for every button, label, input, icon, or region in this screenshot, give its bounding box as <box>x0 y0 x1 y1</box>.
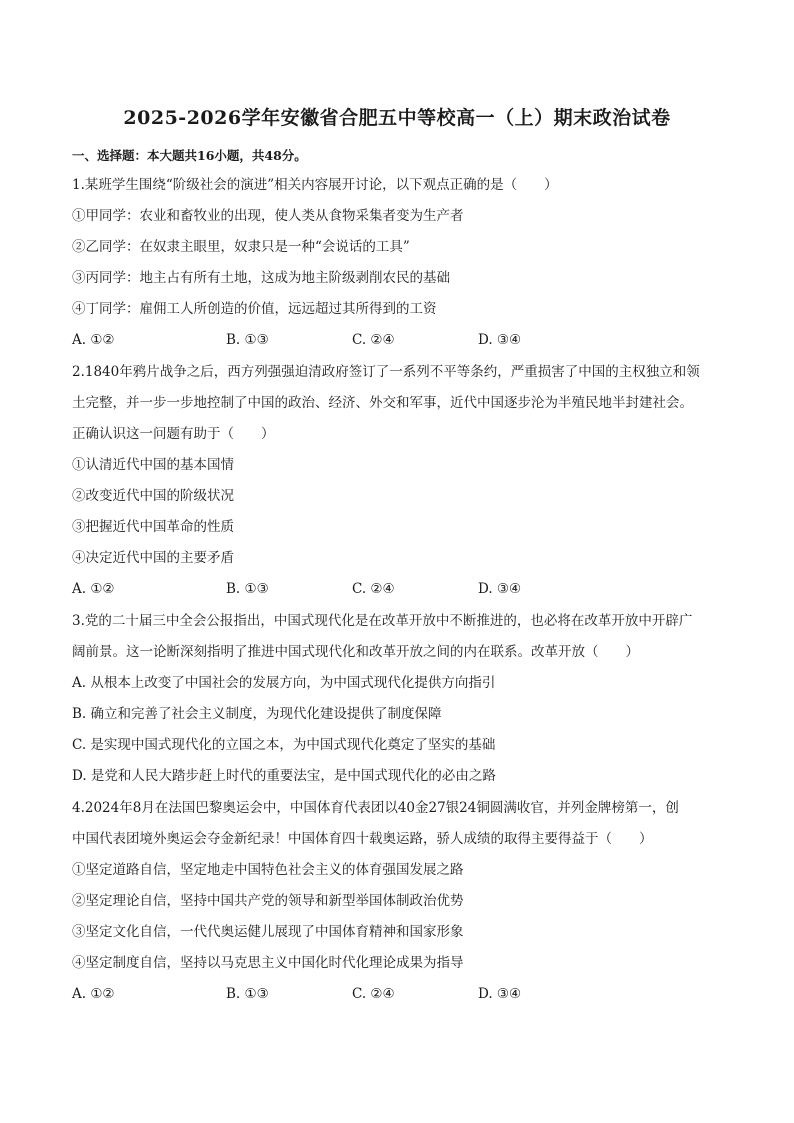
question-3-stem-line-2: 阔前景。这一论断深刻指明了推进中国式现代化和改革开放之间的内在联系。改革开放（ ） <box>72 644 639 660</box>
question-1-item-4: ④丁同学：雇佣工人所创造的价值，远远超过其所得到的工资 <box>72 301 437 317</box>
option-c[interactable]: C. ②④ <box>352 332 395 348</box>
question-1-item-3: ③丙同学：地主占有所有土地，这成为地主阶级剥削农民的基础 <box>72 270 450 286</box>
option-c[interactable]: C. ②④ <box>352 986 395 1002</box>
option-b[interactable]: B. ①③ <box>226 581 269 597</box>
question-1-item-2: ②乙同学：在奴隶主眼里，奴隶只是一种“会说话的工具” <box>72 239 410 255</box>
option-a[interactable]: A. ①② <box>72 986 115 1002</box>
option-a[interactable]: A. ①② <box>72 332 115 348</box>
question-2-stem-line-3: 正确认识这一问题有助于（ ） <box>72 426 275 442</box>
exam-title: 2025-2026学年安徽省合肥五中等校高一（上）期末政治试卷 <box>123 107 671 129</box>
question-3-choice-d[interactable]: D. 是党和人民大踏步赶上时代的重要法宝，是中国式现代化的必由之路 <box>72 768 496 784</box>
option-a[interactable]: A. ①② <box>72 581 115 597</box>
question-3-choice-b[interactable]: B. 确立和完善了社会主义制度，为现代化建设提供了制度保障 <box>72 706 442 722</box>
question-2-stem-line-2: 土完整，并一步一步地控制了中国的政治、经济、外交和军事，近代中国逐步沦为半殖民地半封建社会。 <box>72 395 693 411</box>
question-4-stem-line-2: 中国代表团境外奥运会夺金新纪录！中国体育四十载奥运路，骄人成绩的取得主要得益于（ ） <box>72 831 653 847</box>
question-4-item-4: ④坚定制度自信，坚持以马克思主义中国化时代化理论成果为指导 <box>72 955 464 971</box>
question-2-item-4: ④决定近代中国的主要矛盾 <box>72 550 234 566</box>
question-3-stem-line-1: 3.党的二十届三中全会公报指出，中国式现代化是在改革开放中不断推进的，也必将在改革开放中开辟广 <box>72 613 693 629</box>
question-4-item-3: ③坚定文化自信，一代代奥运健儿展现了中国体育精神和国家形象 <box>72 924 464 940</box>
option-c[interactable]: C. ②④ <box>352 581 395 597</box>
question-3-choice-a[interactable]: A. 从根本上改变了中国社会的发展方向，为中国式现代化提供方向指引 <box>72 675 496 691</box>
question-1-item-1: ①甲同学：农业和畜牧业的出现，使人类从食物采集者变为生产者 <box>72 208 464 224</box>
option-b[interactable]: B. ①③ <box>226 332 269 348</box>
section-heading: 一、选择题：本大题共16小题，共48分。 <box>72 148 307 163</box>
option-d[interactable]: D. ③④ <box>478 581 522 597</box>
question-2-item-3: ③把握近代中国革命的性质 <box>72 519 234 535</box>
question-4-item-2: ②坚定理论自信，坚持中国共产党的领导和新型举国体制政治优势 <box>72 893 464 909</box>
question-2-item-1: ①认清近代中国的基本国情 <box>72 457 234 473</box>
option-d[interactable]: D. ③④ <box>478 986 522 1002</box>
option-b[interactable]: B. ①③ <box>226 986 269 1002</box>
question-4-stem-line-1: 4.2024年8月在法国巴黎奥运会中，中国体育代表团以40金27银24铜圆满收官，并列金牌榜第一，创 <box>72 800 679 816</box>
option-d[interactable]: D. ③④ <box>478 332 522 348</box>
question-2-stem-line-1: 2.1840年鸦片战争之后，西方列强强迫清政府签订了一系列不平等条约，严重损害了中国的主权独立和领 <box>72 364 700 380</box>
question-3-choice-c[interactable]: C. 是实现中国式现代化的立国之本，为中国式现代化奠定了坚实的基础 <box>72 737 496 753</box>
question-4-item-1: ①坚定道路自信，坚定地走中国特色社会主义的体育强国发展之路 <box>72 862 464 878</box>
question-1-stem: 1.某班学生围绕“阶级社会的演进”相关内容展开讨论，以下观点正确的是（ ） <box>72 177 558 193</box>
question-2-item-2: ②改变近代中国的阶级状况 <box>72 488 234 504</box>
